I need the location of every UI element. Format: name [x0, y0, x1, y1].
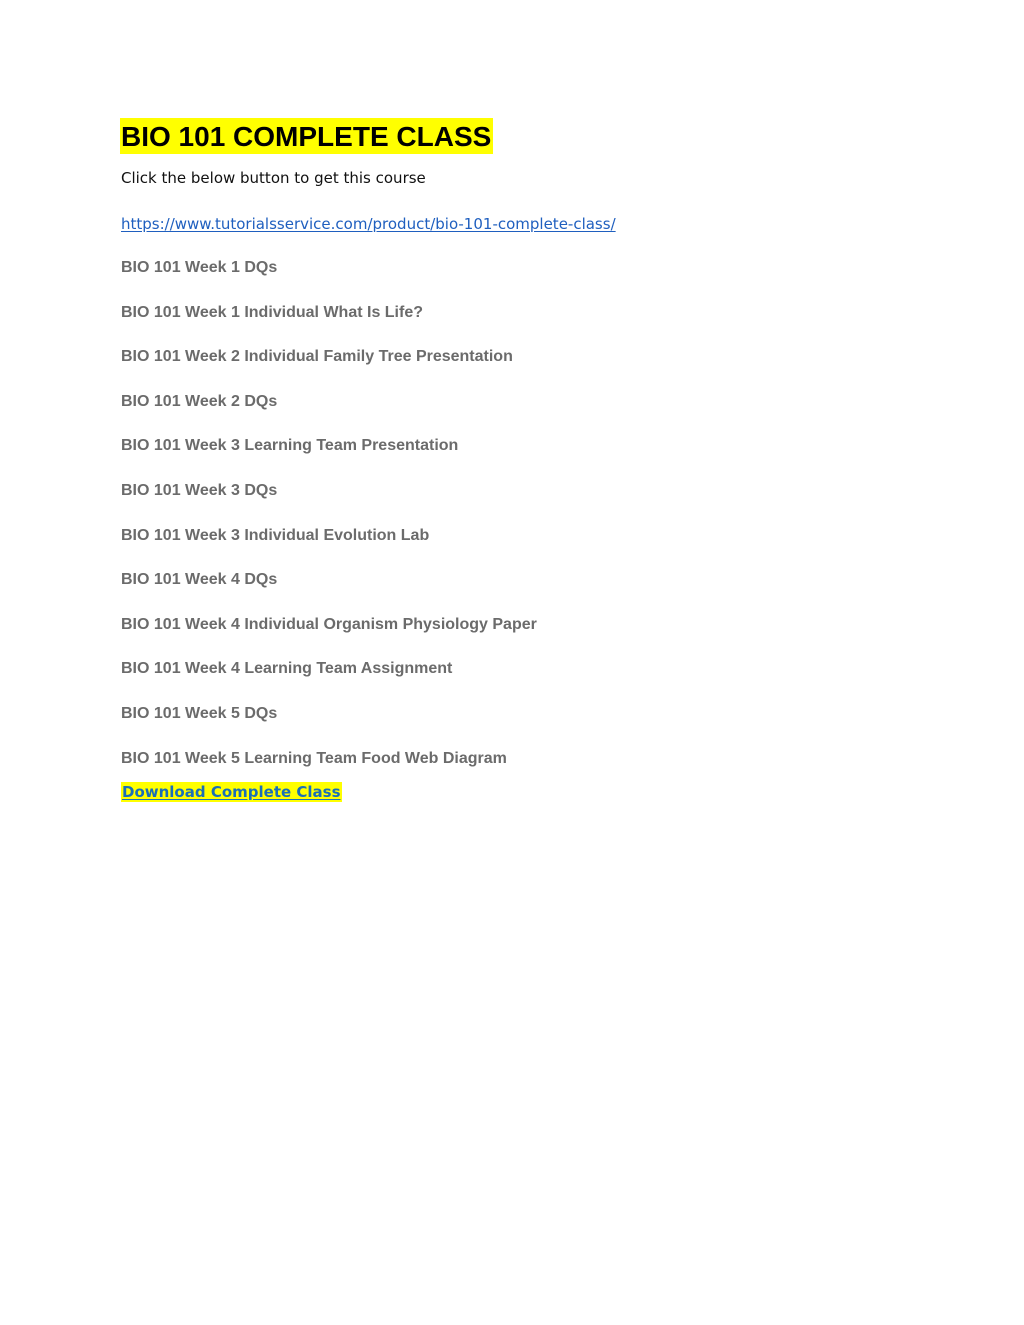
document-content	[120, 118, 920, 802]
list-item: BIO 101 Week 5 DQs	[121, 704, 278, 722]
list-item: BIO 101 Week 1 Individual What Is Life?	[121, 303, 423, 321]
page-title: BIO 101 COMPLETE CLASS	[120, 118, 493, 154]
course-link[interactable]: https://www.tutorialsservice.com/product/bio-101-complete-class/	[121, 215, 616, 233]
subtitle-text: Click the below button to get this course	[121, 169, 426, 187]
list-item: BIO 101 Week 3 Individual Evolution Lab	[121, 526, 430, 544]
list-item: BIO 101 Week 3 Learning Team Presentation	[121, 437, 459, 455]
download-complete-class-link[interactable]: Download Complete Class	[122, 782, 341, 801]
list-item: BIO 101 Week 5 Learning Team Food Web Diagram	[121, 749, 507, 767]
list-item: BIO 101 Week 2 DQs	[121, 392, 278, 410]
course-item-list	[120, 258, 920, 769]
list-item: BIO 101 Week 1 DQs	[121, 259, 278, 276]
list-item: BIO 101 Week 4 DQs	[121, 571, 278, 589]
list-item: BIO 101 Week 4 Individual Organism Physiology Paper	[121, 615, 537, 633]
list-item: BIO 101 Week 3 DQs	[121, 481, 278, 499]
list-item: BIO 101 Week 4 Learning Team Assignment	[121, 660, 453, 678]
list-item: BIO 101 Week 2 Individual Family Tree Presentation	[121, 348, 513, 366]
